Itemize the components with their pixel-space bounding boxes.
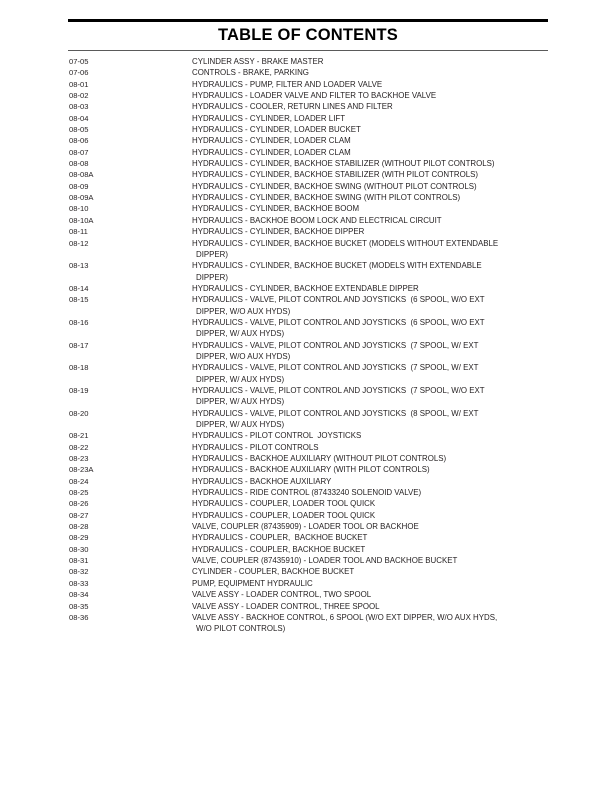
toc-entry-description: PUMP, EQUIPMENT HYDRAULIC: [192, 578, 313, 588]
toc-entry-description: HYDRAULICS - VALVE, PILOT CONTROL AND JOYSTICKS (6 SPOOL, W/O EXT DIPPER, W/ AUX HYDS): [192, 317, 612, 340]
toc-entry[interactable]: [0, 294, 612, 317]
toc-entry-code: 08-26: [69, 499, 89, 509]
toc-entry-description: HYDRAULICS - BACKHOE AUXILIARY: [192, 476, 332, 486]
toc-entry[interactable]: [0, 260, 612, 283]
toc-entry-description: VALVE ASSY - BACKHOE CONTROL, 6 SPOOL (W/O EXT DIPPER, W/O AUX HYDS, W/O PILOT CONTROLS): [192, 612, 612, 635]
header-bottom-rule: [68, 50, 548, 51]
toc-entry-code: 08-11: [69, 227, 88, 237]
toc-entry-description: HYDRAULICS - VALVE, PILOT CONTROL AND JOYSTICKS (7 SPOOL, W/O EXT DIPPER, W/ AUX HYDS): [192, 385, 612, 408]
toc-entry[interactable]: [0, 90, 612, 101]
toc-entry-code: 08-30: [69, 544, 89, 554]
toc-entry[interactable]: [0, 203, 612, 214]
toc-entry-code: 08-25: [69, 488, 89, 498]
toc-entry-code: 08-33: [69, 578, 89, 588]
toc-entry[interactable]: [0, 79, 612, 90]
toc-entry-code: 08-32: [69, 567, 89, 577]
toc-entry-description: HYDRAULICS - CYLINDER, BACKHOE DIPPER: [192, 227, 365, 237]
toc-entry[interactable]: [0, 169, 612, 180]
toc-entry-description: HYDRAULICS - LOADER VALVE AND FILTER TO BACKHOE VALVE: [192, 91, 437, 101]
toc-entry[interactable]: [0, 464, 612, 475]
toc-entry[interactable]: [0, 476, 612, 487]
toc-entry-description: HYDRAULICS - VALVE, PILOT CONTROL AND JOYSTICKS (6 SPOOL, W/O EXT DIPPER, W/O AUX HYDS): [192, 294, 612, 317]
toc-entry-code: 08-29: [69, 533, 89, 543]
toc-entry[interactable]: [0, 215, 612, 226]
toc-entry-code: 08-13: [69, 261, 89, 271]
toc-entry-description: HYDRAULICS - CYLINDER, LOADER CLAM: [192, 136, 351, 146]
toc-entry-code: 08-08: [69, 159, 89, 169]
toc-entry[interactable]: [0, 578, 612, 589]
toc-entry[interactable]: [0, 158, 612, 169]
toc-entry-code: 07-05: [69, 57, 89, 66]
toc-entry[interactable]: [0, 56, 612, 67]
toc-entry-description: HYDRAULICS - CYLINDER, BACKHOE BOOM: [192, 204, 360, 214]
toc-entry-description: HYDRAULICS - VALVE, PILOT CONTROL AND JOYSTICKS (7 SPOOL, W/ EXT DIPPER, W/O AUX HYDS): [192, 340, 612, 363]
toc-entry-description: VALVE, COUPLER (87435910) - LOADER TOOL AND BACKHOE BUCKET: [192, 556, 458, 566]
toc-entry-code: 08-23A: [69, 465, 94, 475]
toc-entry[interactable]: [0, 147, 612, 158]
toc-entry[interactable]: [0, 238, 612, 261]
toc-entry-code: 08-36: [69, 612, 89, 622]
page-title: TABLE OF CONTENTS: [217, 26, 398, 44]
toc-entry-code: 08-09A: [69, 193, 94, 203]
toc-entry[interactable]: [0, 124, 612, 135]
toc-entry[interactable]: [0, 453, 612, 464]
toc-entry-code: 08-15: [69, 295, 89, 305]
toc-entry-code: 08-31: [69, 556, 89, 566]
toc-entry[interactable]: [0, 283, 612, 294]
toc-entry-description: HYDRAULICS - COUPLER, BACKHOE BUCKET: [192, 533, 368, 543]
toc-entry[interactable]: [0, 510, 612, 521]
toc-entry-code: 08-20: [69, 408, 89, 418]
toc-entry-description: HYDRAULICS - CYLINDER, BACKHOE BUCKET (MODELS WITH EXTENDABLE DIPPER): [192, 260, 612, 283]
toc-entry-description: HYDRAULICS - CYLINDER, BACKHOE STABILIZER (WITHOUT PILOT CONTROLS): [192, 159, 495, 169]
toc-entry-code: 08-05: [69, 125, 89, 135]
toc-entry-description: CYLINDER - COUPLER, BACKHOE BUCKET: [192, 567, 355, 577]
toc-entry-description: CYLINDER ASSY - BRAKE MASTER: [192, 57, 324, 66]
toc-entry-description: HYDRAULICS - CYLINDER, LOADER BUCKET: [192, 125, 361, 135]
toc-entry-code: 07-06: [69, 68, 89, 78]
toc-entry[interactable]: [0, 101, 612, 112]
toc-entry[interactable]: [0, 408, 612, 431]
toc-entry-code: 08-07: [69, 147, 89, 157]
toc-entry-description: HYDRAULICS - BACKHOE BOOM LOCK AND ELECTRICAL CIRCUIT: [192, 215, 442, 225]
toc-entry-code: 08-10: [69, 204, 89, 214]
toc-entry-code: 08-23: [69, 454, 89, 464]
toc-entry-code: 08-28: [69, 522, 89, 532]
toc-entry-code: 08-24: [69, 476, 89, 486]
toc-entry-description: HYDRAULICS - CYLINDER, BACKHOE STABILIZER (WITH PILOT CONTROLS): [192, 170, 479, 180]
toc-entry-code: 08-21: [69, 431, 89, 441]
toc-entry-description-continuation: DIPPER, W/ AUX HYDS): [196, 397, 285, 407]
toc-entry[interactable]: [0, 487, 612, 498]
toc-entry[interactable]: [0, 192, 612, 203]
toc-entry-description-continuation: DIPPER, W/ AUX HYDS): [196, 329, 285, 339]
toc-entry-code: 08-35: [69, 601, 89, 611]
toc-entry[interactable]: [0, 226, 612, 237]
toc-entry-description: HYDRAULICS - PILOT CONTROL JOYSTICKS: [192, 431, 362, 441]
toc-entry-description-continuation: DIPPER, W/O AUX HYDS): [196, 351, 291, 361]
toc-entry-description-continuation: DIPPER, W/ AUX HYDS): [196, 374, 285, 384]
toc-entry-code: 08-14: [69, 283, 89, 293]
toc-entry[interactable]: [0, 498, 612, 509]
toc-entry[interactable]: [0, 612, 612, 635]
toc-entry[interactable]: [0, 67, 612, 78]
toc-entry-code: 08-04: [69, 113, 89, 123]
toc-entry-code: 08-34: [69, 590, 89, 600]
toc-entry-description: HYDRAULICS - PILOT CONTROLS: [192, 442, 319, 452]
toc-entry-description: HYDRAULICS - PUMP, FILTER AND LOADER VALVE: [192, 79, 383, 89]
toc-entry[interactable]: [0, 113, 612, 124]
toc-entry-code: 08-09: [69, 181, 89, 191]
toc-entry[interactable]: [0, 544, 612, 555]
toc-entry-code: 08-01: [69, 79, 89, 89]
toc-entry-code: 08-10A: [69, 215, 94, 225]
toc-entry-code: 08-22: [69, 442, 89, 452]
toc-entry-code: 08-03: [69, 102, 89, 112]
toc-entry-description: HYDRAULICS - CYLINDER, BACKHOE BUCKET (MODELS WITHOUT EXTENDABLE DIPPER): [192, 238, 612, 261]
toc-entry[interactable]: [0, 385, 612, 408]
toc-entry-code: 08-16: [69, 317, 89, 327]
toc-entry[interactable]: [0, 566, 612, 577]
toc-entry-description: HYDRAULICS - CYLINDER, LOADER LIFT: [192, 113, 346, 123]
toc-entry[interactable]: [0, 430, 612, 441]
toc-entry-code: 08-17: [69, 340, 89, 350]
toc-entry-code: 08-08A: [69, 170, 94, 180]
toc-entry[interactable]: [0, 181, 612, 192]
toc-entry-description: HYDRAULICS - COUPLER, LOADER TOOL QUICK: [192, 510, 376, 520]
toc-entry[interactable]: [0, 532, 612, 543]
toc-entry-description: VALVE, COUPLER (87435909) - LOADER TOOL OR BACKHOE: [192, 522, 419, 532]
toc-entry-description: VALVE ASSY - LOADER CONTROL, THREE SPOOL: [192, 601, 380, 611]
toc-entry-description: HYDRAULICS - COUPLER, LOADER TOOL QUICK: [192, 499, 376, 509]
toc-entry[interactable]: [0, 317, 612, 340]
toc-entry[interactable]: [0, 442, 612, 453]
toc-entry-code: 08-06: [69, 136, 89, 146]
toc-entry-description: HYDRAULICS - VALVE, PILOT CONTROL AND JOYSTICKS (8 SPOOL, W/ EXT DIPPER, W/ AUX HYDS): [192, 408, 612, 431]
toc-entry[interactable]: [0, 521, 612, 532]
toc-entry-description: HYDRAULICS - CYLINDER, BACKHOE SWING (WITH PILOT CONTROLS): [192, 193, 461, 203]
toc-entry[interactable]: [0, 340, 612, 363]
toc-entry-description-continuation: DIPPER, W/ AUX HYDS): [196, 420, 285, 429]
toc-entry-code: 08-18: [69, 363, 89, 373]
toc-entry-description-continuation: W/O PILOT CONTROLS): [196, 624, 286, 634]
toc-entry-description: HYDRAULICS - BACKHOE AUXILIARY (WITHOUT PILOT CONTROLS): [192, 454, 447, 464]
toc-entry-description-continuation: DIPPER): [196, 272, 229, 282]
toc-entry[interactable]: [0, 589, 612, 600]
toc-entry-code: 08-19: [69, 385, 89, 395]
toc-entry-description: HYDRAULICS - CYLINDER, LOADER CLAM: [192, 147, 351, 157]
toc-entry-description-continuation: DIPPER, W/O AUX HYDS): [196, 306, 291, 316]
toc-entry-description: HYDRAULICS - RIDE CONTROL (87433240 SOLENOID VALVE): [192, 488, 422, 498]
toc-entry[interactable]: [0, 555, 612, 566]
toc-entry-description: HYDRAULICS - BACKHOE AUXILIARY (WITH PILOT CONTROLS): [192, 465, 430, 475]
toc-entry-description-continuation: DIPPER): [196, 249, 229, 259]
toc-entry-description: CONTROLS - BRAKE, PARKING: [192, 68, 309, 78]
toc-entry-description: HYDRAULICS - CYLINDER, BACKHOE SWING (WITHOUT PILOT CONTROLS): [192, 181, 477, 191]
header-top-rule: [68, 19, 548, 22]
toc-entry-description: HYDRAULICS - VALVE, PILOT CONTROL AND JOYSTICKS (7 SPOOL, W/ EXT DIPPER, W/ AUX HYDS): [192, 362, 612, 385]
toc-entry[interactable]: [0, 362, 612, 385]
toc-entry-description: HYDRAULICS - CYLINDER, BACKHOE EXTENDABLE DIPPER: [192, 283, 419, 293]
toc-entry-code: 08-27: [69, 510, 89, 520]
toc-entry[interactable]: [0, 601, 612, 612]
toc-entry-description: HYDRAULICS - COUPLER, BACKHOE BUCKET: [192, 544, 366, 554]
toc-entry-code: 08-12: [69, 238, 89, 248]
toc-list: [0, 56, 612, 635]
toc-entry-description: HYDRAULICS - COOLER, RETURN LINES AND FILTER: [192, 102, 393, 112]
toc-entry-code: 08-02: [69, 91, 89, 101]
toc-entry[interactable]: [0, 135, 612, 146]
toc-entry-description: VALVE ASSY - LOADER CONTROL, TWO SPOOL: [192, 590, 372, 600]
